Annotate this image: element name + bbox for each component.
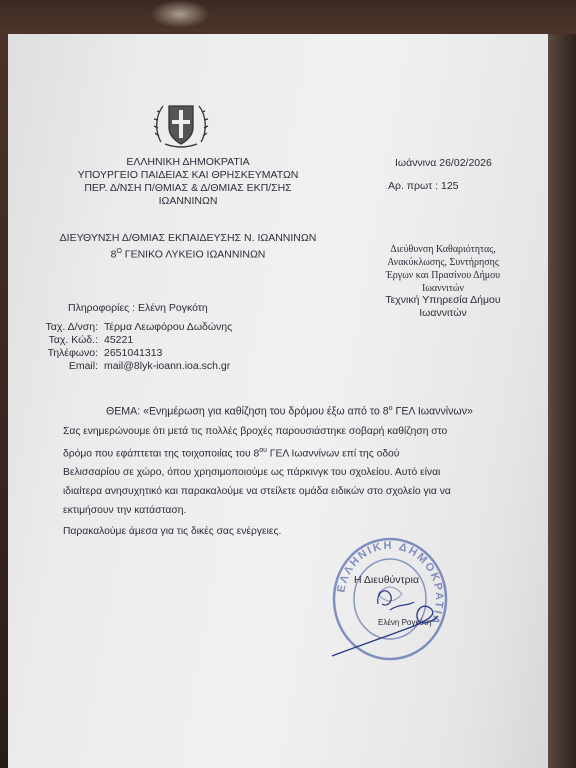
window-glare [150,0,210,28]
recipient-line: Τεχνική Υπηρεσία Δήμου [385,294,501,306]
info-label: Πληροφορίες : [68,302,136,314]
recipient-line: Διεύθυνση Καθαριότητας, [390,244,496,255]
letter-page [8,34,548,768]
protocol-number: Αρ. πρωτ : 125 [388,180,459,192]
recipient-line: Ιωαννιτών [421,283,464,294]
header-line: ΕΛΛΗΝΙΚΗ ΔΗΜΟΚΡΑΤΙΑ [126,156,250,168]
recipient-line: Έργων και Πρασίνου Δήμου [385,270,501,281]
info-row [68,302,208,315]
recipient-line: Ανακύκλωσης, Συντήρησης [387,257,499,268]
sender-school: $8^O$ ΓΕΝΙΚΟ ΛΥΚΕΙΟ ΙΩΑΝΝΙΝΩΝ [110,248,266,261]
recipient-line: Ιωαννιτών [419,307,467,319]
header-line: ΠΕΡ. Δ/ΝΣΗ Π/ΘΜΙΑΣ & Δ/ΘΜΙΑΣ ΕΚΠ/ΣΗΣ [84,182,292,194]
contact-row: Ταχ. Δ/νση: Τέρμα Λεωφόρου Δωδώνης [45,321,233,333]
table-background [548,34,576,768]
body-line: Σας ενημερώνουμε ότι μετά τις πολλές βροχές παρουσιάστηκε σοβαρή καθίζηση στο [63,426,448,437]
body-line: δρόμο που εφάπτεται της τοιχοποιίας του $8^{o\upsilon}$ ΓΕΛ Ιωαννίνων επί της οδού [63,447,400,460]
header-line: ΥΠΟΥΡΓΕΙΟ ΠΑΙΔΕΙΑΣ ΚΑΙ ΘΡΗΣΚΕΥΜΑΤΩΝ [77,169,299,181]
subject-line: ΘΕΜΑ: «Ενημέρωση για καθίζηση του δρόμου έξω από το $8^o$ ΓΕΛ Ιωαννίνων» [106,405,473,418]
body-line: ιδιαίτερα ανησυχητικό και παρακαλούμε να στείλετε ομάδα ειδικών στο σχολείο για να [63,486,451,498]
body-line: Βελισσαρίου σε χώρο, όπου χρησιμοποιούμε ως πάρκινγκ του σχολείου. Αυτό είναι [63,467,441,479]
signer-name: Ελένη Ρογκότη [378,618,432,627]
closing-line: Παρακαλούμε άμεσα για τις δικές σας ενέργειες. [63,526,282,538]
contact-row: Τηλέφωνο: 2651041313 [47,347,163,359]
letter-body [63,422,513,541]
greek-coat-of-arms-icon [153,98,209,152]
signer-role: Η Διευθύντρια [354,574,420,586]
letter-date: Ιωάννινα 26/02/2026 [395,157,492,169]
body-line: εκτιμήσουν την κατάσταση. [63,505,187,517]
contact-row: Ταχ. Κώδ.: 45221 [48,334,134,346]
stamp-lettering: ΕΛΛΗΝΙΚΗ ΔΗΜΟΚΡΑΤΙΑ [335,539,446,628]
contact-row: Email: mail@8lyk-ioann.ioa.sch.gr [68,360,231,372]
info-value: Ελένη Ρογκότη [137,302,208,314]
handwritten-signature-icon [318,564,458,664]
header-line: ΙΩΑΝΝΙΝΩΝ [158,195,218,207]
sender-directorate: ΔΙΕΥΘΥΝΣΗ Δ/ΘΜΙΑΣ ΕΚΠΑΙΔΕΥΣΗΣ Ν. ΙΩΑΝΝΙΝΩΝ [59,232,317,244]
